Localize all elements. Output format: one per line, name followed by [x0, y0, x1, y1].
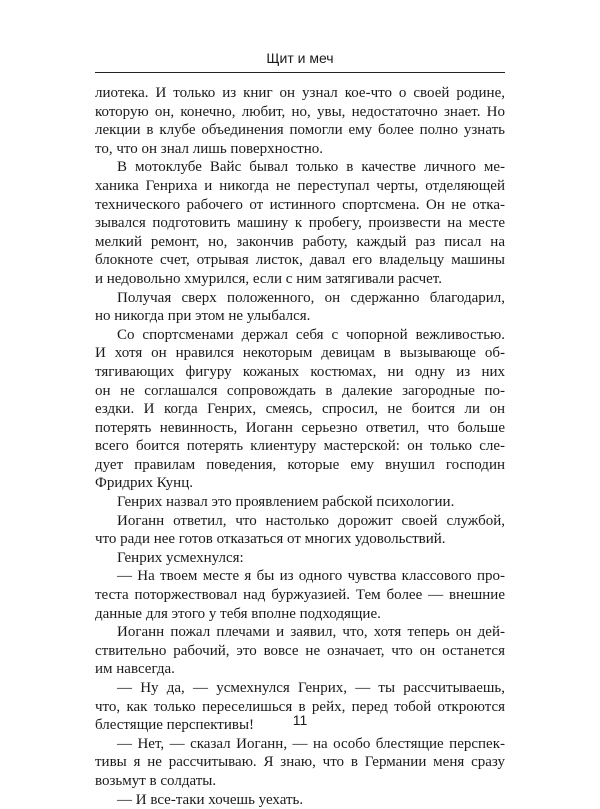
- text-line: — И все-таки хочешь уехать.: [117, 791, 304, 808]
- text-line: блокноте счет, отрывая листок, давал его владельцу машины: [95, 252, 505, 269]
- text-line: теста поторжествовал над буржуазией. Тем более — внешние: [95, 587, 505, 604]
- text-line: лекции в клубе объединения помогли ему более полно узнать: [95, 122, 505, 139]
- text-line: ханика Генриха и никогда не переступал черты, отделяющей: [95, 177, 505, 194]
- text-line: и недовольно хмурился, если с ним затягивали расчет.: [95, 270, 442, 287]
- text-line: он не соглашался сопровождать в далекие загородные по-: [95, 382, 505, 399]
- text-line: — Ну да, — усмехнулся Генрих, — ты рассчитываешь,: [117, 680, 505, 696]
- body-text: [95, 84, 505, 809]
- text-line: Генрих назвал это проявлением рабской психологии.: [117, 494, 455, 511]
- text-line: ствительно рабочий, это вовсе не означает, что он останется: [95, 642, 505, 659]
- text-line: лиотека. И только из книг он узнал кое-что о своей родине,: [95, 85, 505, 101]
- text-line: что, как только переселишься в рейх, перед тобой откроются: [95, 698, 505, 715]
- text-line: Со спортсменами держал себя с чопорной вежливостью.: [117, 326, 505, 343]
- text-line: зывался подготовить машину к пробегу, произвести на месте: [95, 215, 505, 232]
- text-line: потерять невинность, Иоганн серьезно ответил, что больше: [95, 419, 505, 436]
- text-line: то, что он знал лишь поверхностно.: [95, 140, 323, 157]
- text-line: но никогда при этом не улыбался.: [95, 308, 311, 325]
- text-line: тивы я не рассчитываю. Я знаю, что в Германии меня сразу: [95, 754, 505, 771]
- text-line: что ради нее готов отказаться от многих удовольствий.: [95, 531, 446, 548]
- text-line: дует правилам поведения, которые ему внушил господин: [95, 456, 505, 473]
- header-rule: [95, 72, 505, 73]
- text-line: И хотя он нравился некоторым девицам в вызывающе об-: [95, 345, 505, 362]
- text-line: Иоганн ответил, что настолько дорожит своей службой,: [117, 512, 505, 529]
- text-line: данные для этого у тебя вполне подходящие.: [95, 605, 381, 622]
- text-line: В мотоклубе Вайс бывал только в качестве личного ме-: [117, 159, 505, 176]
- text-line: — На твоем месте я бы из одного чувства классового про-: [117, 568, 505, 585]
- text-line: ездки. И когда Генрих, смеясь, спросил, не боится ли он: [95, 401, 505, 418]
- text-line: блестящие перспективы!: [95, 717, 255, 734]
- text-line: Получая сверх положенного, он сдержанно благодарил,: [117, 289, 505, 306]
- text-line: всего боится потерять клиентуру мастерской: он только сле-: [95, 438, 505, 455]
- text-line: — Нет, — сказал Иоганн, — на особо блестящие перспек-: [117, 735, 505, 752]
- text-line: возьмут в солдаты.: [95, 772, 217, 789]
- page-number: 11: [292, 712, 308, 728]
- running-head-title: Щит и меч: [266, 50, 334, 66]
- text-line: Фридрих Кунц.: [95, 475, 193, 492]
- text-line: технического рабочего от истинного спортсмена. Он не отка-: [95, 196, 505, 213]
- text-line: им навсегда.: [95, 661, 175, 678]
- text-line: Иоганн пожал плечами и заявил, что, хотя теперь он дей-: [117, 624, 505, 641]
- text-line: тягивающих фигуру кожаных костюмах, ни одну из них: [95, 363, 505, 380]
- text-line: мелкий ремонт, но, закончив работу, каждый раз писал на: [95, 233, 505, 250]
- text-line: которую он, конечно, любит, но, увы, недостаточно знает. Но: [95, 103, 505, 120]
- text-line: Генрих усмехнулся:: [117, 549, 244, 566]
